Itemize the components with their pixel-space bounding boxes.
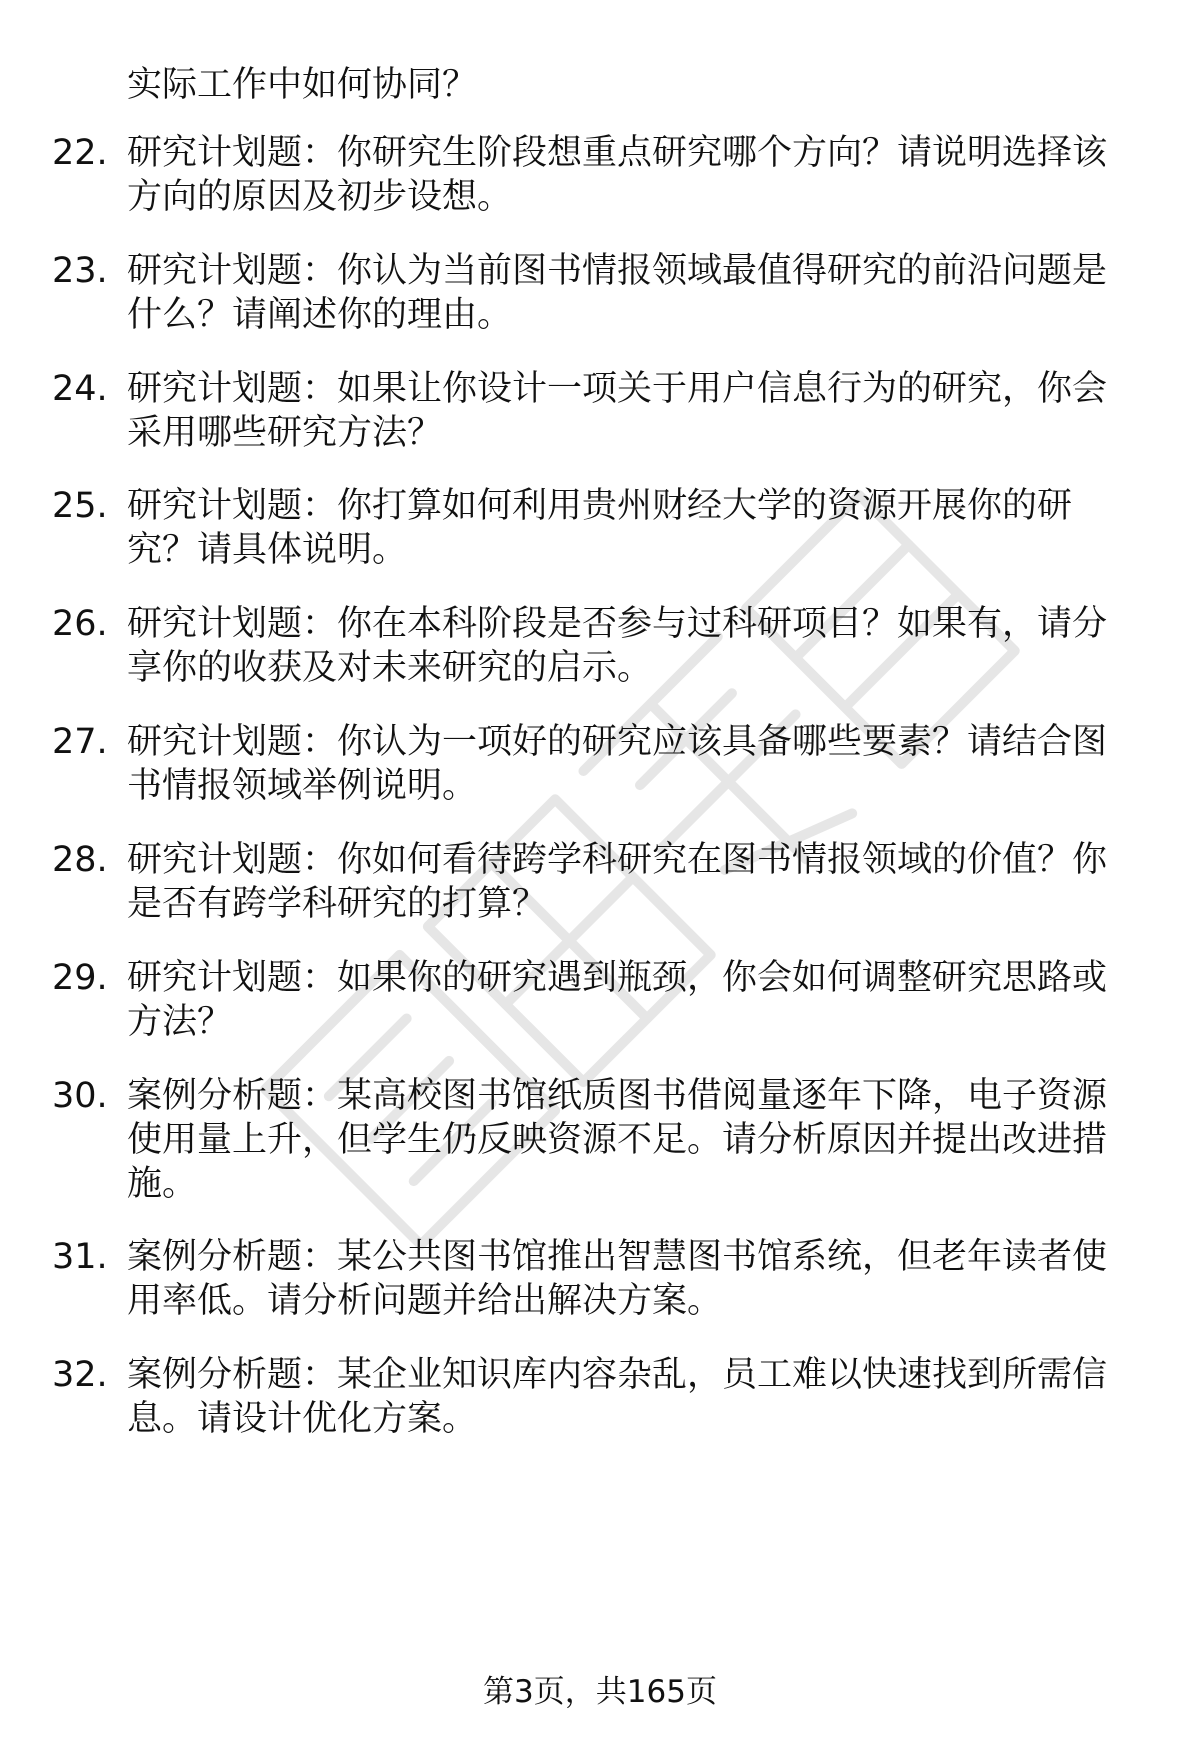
item-text-line: 研究计划题：你打算如何利用贵州财经大学的资源开展你的研 (127, 486, 1073, 526)
item-text-line: 案例分析题：某企业知识库内容杂乱，员工难以快速找到所需信 (127, 1355, 1108, 1395)
item-text-line: 方向的原因及初步设想。 (127, 177, 513, 217)
item-text-line: 研究计划题：你认为一项好的研究应该具备哪些要素？请结合图 (127, 722, 1108, 762)
item-text-line: 方法？ (127, 1002, 233, 1042)
item-number: 32. (52, 1355, 108, 1395)
item-text-line: 研究计划题：你在本科阶段是否参与过科研项目？如果有，请分 (127, 604, 1108, 644)
item-text-line: 研究计划题：你研究生阶段想重点研究哪个方向？请说明选择该 (127, 133, 1108, 173)
item-number: 24. (52, 369, 108, 409)
item-number: 31. (52, 1237, 108, 1277)
item-text-line: 采用哪些研究方法？ (127, 413, 443, 453)
page-footer: 第3页，共165页 (483, 1674, 717, 1710)
item-text-line: 用率低。请分析问题并给出解决方案。 (127, 1281, 723, 1321)
item-number: 30. (52, 1076, 108, 1116)
item-text-line: 使用量上升，但学生仍反映资源不足。请分析原因并提出改进措 (127, 1120, 1108, 1160)
item-number: 28. (52, 840, 108, 880)
item-text-line: 书情报领域举例说明。 (127, 766, 478, 806)
item-text-line: 研究计划题：如果让你设计一项关于用户信息行为的研究，你会 (127, 369, 1108, 409)
item-text-line: 研究计划题：你认为当前图书情报领域最值得研究的前沿问题是 (127, 251, 1108, 291)
item-number: 29. (52, 958, 108, 998)
item-text-line: 是否有跨学科研究的打算？ (127, 884, 548, 924)
item-text-line: 什么？请阐述你的理由。 (127, 295, 513, 335)
item-number: 26. (52, 604, 108, 644)
item-number: 23. (52, 251, 108, 291)
item-text-line: 息。请设计优化方案。 (127, 1399, 478, 1439)
item-text-line: 案例分析题：某高校图书馆纸质图书借阅量逐年下降，电子资源 (127, 1076, 1108, 1116)
continuation-text: 实际工作中如何协同？ (127, 65, 478, 105)
item-number: 25. (52, 486, 108, 526)
item-text-line: 享你的收获及对未来研究的启示。 (127, 648, 653, 688)
item-text-line: 究？请具体说明。 (127, 530, 408, 570)
item-number: 22. (52, 133, 108, 173)
item-text-line: 案例分析题：某公共图书馆推出智慧图书馆系统，但老年读者使 (127, 1237, 1108, 1277)
item-text-line: 施。 (127, 1164, 198, 1204)
item-text-line: 研究计划题：你如何看待跨学科研究在图书情报领域的价值？你 (127, 840, 1108, 880)
item-number: 27. (52, 722, 108, 762)
item-text-line: 研究计划题：如果你的研究遇到瓶颈，你会如何调整研究思路或 (127, 958, 1108, 998)
